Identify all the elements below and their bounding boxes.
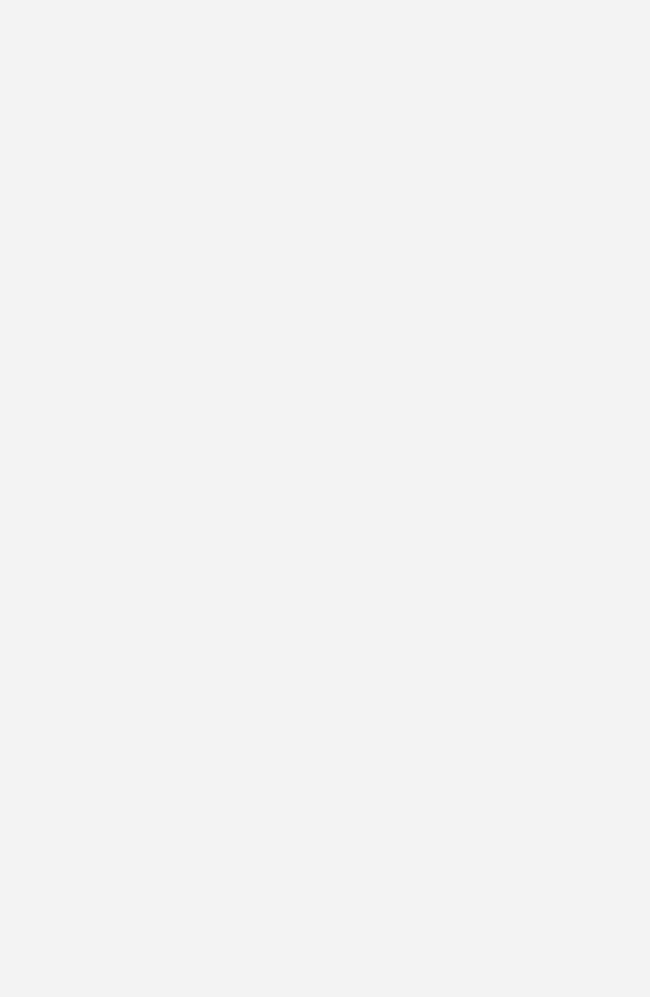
page-body	[32, 14, 600, 82]
section-heading	[32, 34, 600, 56]
